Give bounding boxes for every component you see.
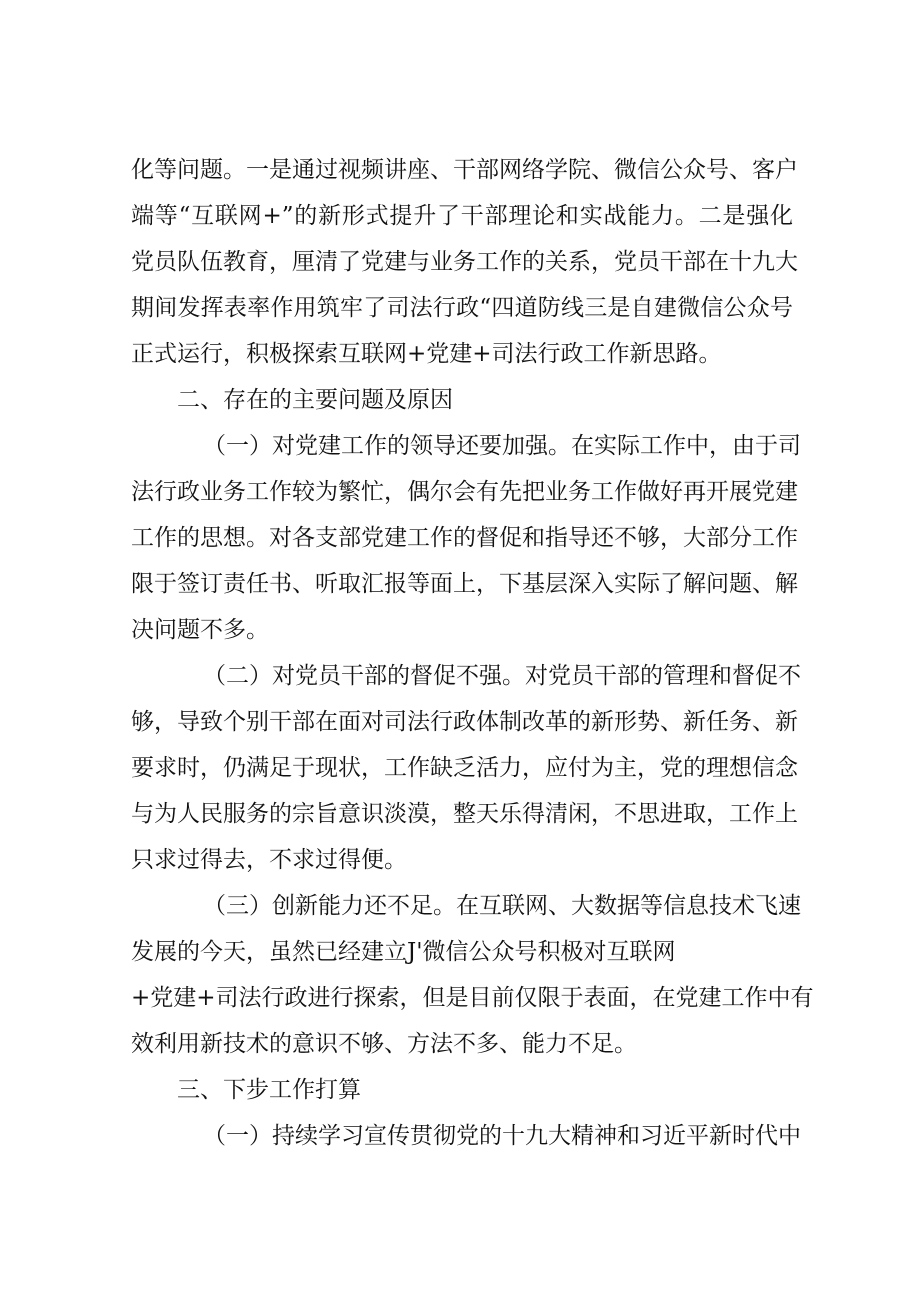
- text-line: 要求时，仍满足于现状，工作缺乏活力，应付为主，党的理想信念: [131, 755, 798, 781]
- text-line: 只求过得去，不求过得便。: [131, 847, 407, 873]
- text-line: 与为人民服务的宗旨意识淡漠，整天乐得清闲，不思进取，工作上: [131, 801, 798, 827]
- text-line: 党员队伍教育，厘清了党建与业务工作的关系，党员干部在十九大: [131, 249, 798, 275]
- text-line: 决问题不多。: [131, 617, 269, 643]
- text-line: （一）对党建工作的领导还要加强。在实际工作中，由于司: [203, 433, 801, 459]
- text-line: 法行政业务工作较为繁忙，偶尔会有先把业务工作做好再开展党建: [131, 479, 798, 505]
- document-body: [131, 147, 814, 1159]
- section-heading: 三、下步工作打算: [177, 1077, 361, 1103]
- text-line: 限于签订责任书、听取汇报等面上，下基层深入实际了解问题、解: [131, 571, 798, 597]
- text-line: 发展的今天，虽然已经建立J'微信公众号积极对互联网: [131, 939, 676, 965]
- text-line: （二）对党员干部的督促不强。对党员干部的管理和督促不: [203, 663, 801, 689]
- text-line: （三）创新能力还不足。在互联网、大数据等信息技术飞速: [203, 893, 801, 919]
- text-line: 够，导致个别干部在面对司法行政体制改革的新形势、新任务、新: [131, 709, 798, 735]
- section-heading: 二、存在的主要问题及原因: [177, 387, 453, 413]
- text-line: 效利用新技术的意识不够、方法不多、能力不足。: [131, 1031, 637, 1057]
- text-line: +党建+司法行政进行探索，但是目前仅限于表面，在党建工作中有: [131, 985, 814, 1011]
- text-line: 期间发挥表率作用筑牢了司法行政“四道防线三是自建微信公众号: [131, 295, 793, 321]
- text-line: （一）持续学习宣传贯彻党的十九大精神和习近平新时代中: [203, 1123, 801, 1149]
- text-line: 端等“互联网+”的新形式提升了干部理论和实战能力。二是强化: [131, 203, 793, 229]
- text-line: 工作的思想。对各支部党建工作的督促和指导还不够，大部分工作: [131, 525, 798, 551]
- text-line: 化等问题。一是通过视频讲座、干部网络学院、微信公众号、客户: [131, 157, 798, 183]
- text-line: 正式运行，积极探索互联网+党建+司法行政工作新思路。: [131, 341, 722, 367]
